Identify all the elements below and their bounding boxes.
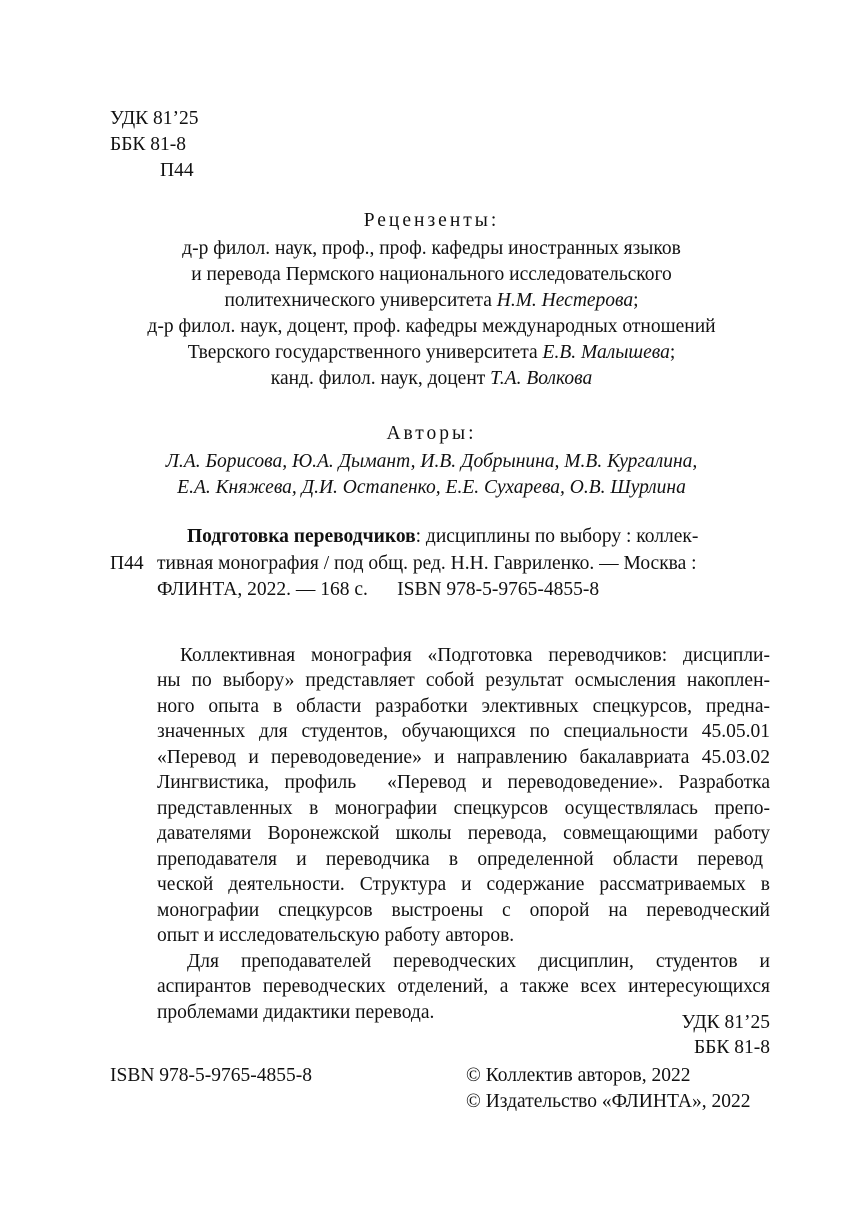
reviewer-line: политехнического университета Н.М. Нестерова;: [224, 290, 639, 311]
bib-line: ФЛИНТА, 2022. — 168 с. ISBN 978-5-9765-4855-8: [157, 579, 600, 600]
copyright-publisher: © Издательство «ФЛИНТА», 2022: [466, 1091, 751, 1112]
bib-line: тивная монография / под общ. ред. Н.Н. Гавриленко. — Москва :: [157, 553, 697, 574]
reviewer-line: канд. филол. наук, доцент Т.А. Волкова: [270, 368, 593, 389]
authors-line: Л.А. Борисова, Ю.А. Дымант, И.В. Добрынина, М.В. Кургалина,: [165, 451, 698, 472]
authors-line: Е.А. Княжева, Д.И. Остапенко, Е.Е. Сухарева, О.В. Шурлина: [177, 477, 686, 498]
reviewer-line: д-р филол. наук, доцент, проф. кафедры международных отношений: [147, 316, 716, 337]
reviewer-name: Т.А. Волкова: [490, 368, 593, 389]
reviewer-name: Е.В. Малышева: [542, 342, 670, 363]
reviewer-line: и перевода Пермского национального исследовательского: [191, 264, 672, 285]
udk-code: УДК 81’25: [110, 108, 199, 129]
reviewers-heading: Рецензенты:: [363, 210, 500, 231]
bib-line: Подготовка переводчиков: дисциплины по выбору : коллек-: [187, 526, 699, 547]
bbk-code: ББК 81-8: [110, 134, 187, 155]
footer-udk-code: УДК 81’25: [681, 1012, 770, 1033]
isbn: ISBN 978-5-9765-4855-8: [110, 1065, 313, 1086]
reviewer-line: д-р филол. наук, проф., проф. кафедры иностранных языков: [182, 238, 681, 259]
authors-heading: Авторы:: [386, 423, 477, 444]
bib-mark: П44: [110, 553, 144, 574]
book-title: Подготовка переводчиков: [187, 526, 416, 547]
copyright-authors: © Коллектив авторов, 2022: [466, 1065, 691, 1086]
author-mark: П44: [160, 160, 194, 181]
footer-bbk-code: ББК 81-8: [693, 1037, 770, 1058]
reviewer-name: Н.М. Нестерова: [496, 290, 634, 311]
reviewer-line: Тверского государственного университета Е.В. Малышева;: [187, 342, 676, 363]
